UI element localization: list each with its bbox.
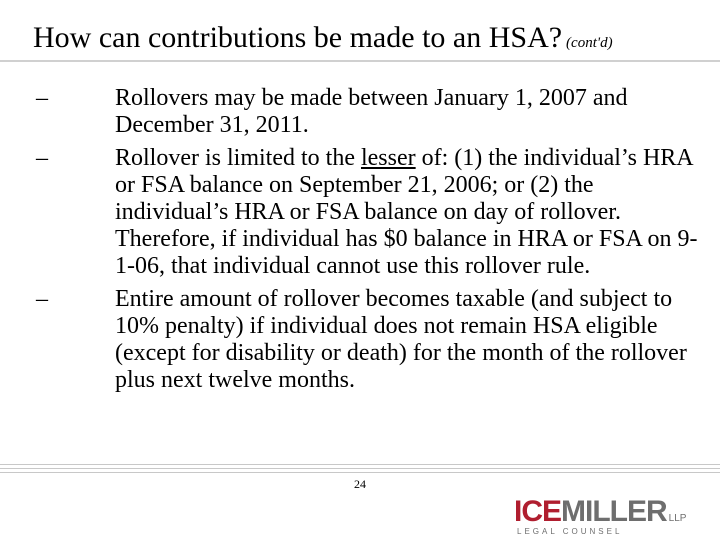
bullet-item [0, 145, 720, 280]
slide-title-text: How can contributions be made to an HSA? [33, 21, 563, 54]
bullet-marker: – [36, 85, 48, 111]
bullet-marker: – [36, 286, 48, 312]
bullet-text-pre: Rollover is limited to the [115, 145, 361, 171]
footer-divider [0, 472, 720, 473]
bullet-text-underlined: lesser [360, 145, 416, 171]
logo-ice-text: ICE [514, 495, 562, 528]
bullet-text: Entire amount of rollover becomes taxable (and subject to 10% penalty) if individual does not remain HSA eligible (except for disability or death) for the month of the rollover plus next twelve months. [115, 286, 687, 393]
logo-llp-text: LLP [668, 513, 687, 524]
title-divider [0, 60, 720, 62]
slide-title [33, 20, 713, 61]
bullet-item [0, 286, 720, 394]
logo-miller-text: MILLER [561, 495, 667, 528]
logo-tagline: LEGAL COUNSEL [517, 527, 623, 536]
footer-divider [0, 468, 720, 469]
page-number: 24 [354, 477, 366, 491]
bullet-marker: – [36, 145, 48, 171]
bullet-text [115, 145, 705, 280]
slide-title-suffix: (cont'd) [566, 35, 613, 51]
bullet-text-post: of: (1) the individual’s HRA or FSA balance on September 21, 2006; or (2) the individual’s HRA or FSA balance on day of rollover. Therefore, if individual has $0 balance in HRA or FSA on 9-1-06, that individual cannot use this rollover rule. [115, 145, 698, 279]
bullet-item [0, 85, 720, 139]
bullet-list [0, 85, 720, 400]
footer-divider [0, 464, 720, 465]
bullet-text: Rollovers may be made between January 1, 2007 and December 31, 2011. [115, 85, 628, 138]
ice-miller-logo [514, 496, 714, 538]
